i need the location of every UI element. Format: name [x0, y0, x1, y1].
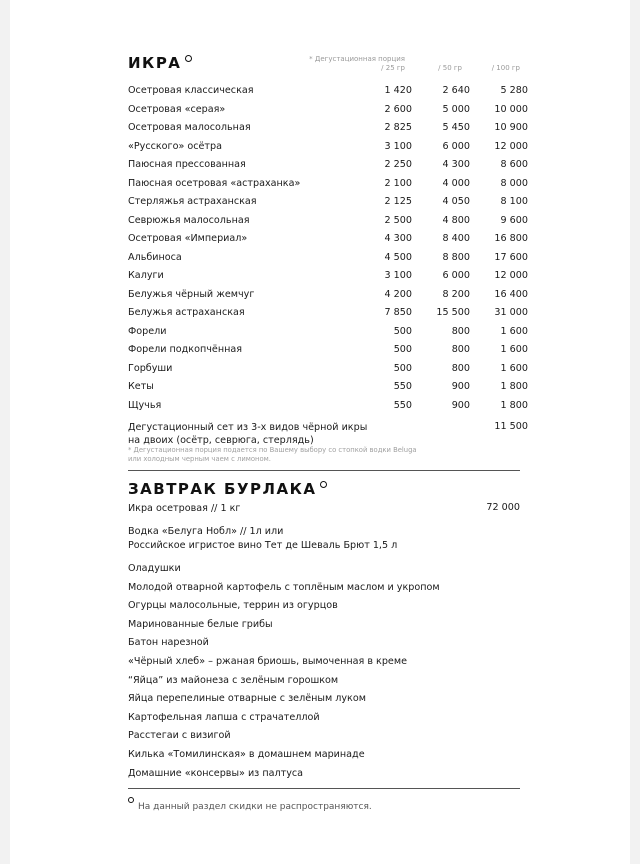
caviar-item-row: [128, 325, 528, 344]
price-50g: 800: [451, 344, 470, 355]
price-100g: 1 600: [500, 362, 528, 374]
price-100g: 9 600: [500, 214, 528, 226]
price-25g: 4 500: [384, 251, 412, 263]
price-50g: 8 400: [442, 233, 470, 244]
caviar-item-name: Форели: [128, 325, 167, 337]
caviar-item-row: [128, 270, 528, 288]
price-25g: 500: [393, 325, 412, 337]
price-100g: 17 600: [494, 251, 528, 263]
breakfast-price: 72 000: [486, 502, 520, 513]
caviar-item-name: Паюсная осетровая «астраханка»: [128, 177, 301, 189]
price-25g: 2 125: [384, 196, 412, 207]
breakfast-item: Оладушки: [128, 563, 181, 574]
breakfast-item: Батон нарезной: [128, 637, 209, 649]
price-50g: 900: [451, 381, 470, 392]
caviar-item-name: Осетровая классическая: [128, 85, 254, 96]
caviar-item-row: [128, 307, 528, 325]
price-50g: 900: [451, 399, 470, 411]
footer-divider: [128, 788, 520, 789]
price-100g: 1 800: [500, 381, 528, 392]
breakfast-item: Огурцы малосольные, террин из огурцов: [128, 600, 338, 612]
caviar-item-name: Стерляжья астраханская: [128, 196, 257, 207]
breakfast-item: Расстегаи с визигой: [128, 730, 231, 742]
caviar-title-text: ИКРА: [128, 54, 182, 72]
price-50g: 8 200: [442, 288, 470, 300]
price-50g: 4 800: [442, 214, 470, 226]
tasting-note-line2: или холодным черным чаем с лимоном.: [128, 455, 271, 463]
caviar-item-row: [128, 344, 528, 362]
breakfast-section-title: [128, 480, 327, 498]
price-50g: 5 450: [442, 122, 470, 133]
price-100g: 8 100: [500, 196, 528, 207]
price-25g: 3 100: [384, 270, 412, 281]
price-100g: 1 600: [500, 344, 528, 355]
price-100g: 16 400: [494, 288, 528, 300]
price-50g: 15 500: [436, 307, 470, 318]
col-header-50g: / 50 гр: [438, 64, 462, 72]
price-25g: 2 250: [384, 159, 412, 170]
price-25g: 1 420: [384, 85, 412, 96]
price-100g: 1 800: [500, 399, 528, 411]
caviar-item-name: Осетровая малосольная: [128, 122, 251, 133]
caviar-item-row: [128, 122, 528, 140]
caviar-item-name: Паюсная прессованная: [128, 159, 246, 170]
price-50g: 4 000: [442, 177, 470, 189]
breakfast-item: “Яйца” из майонеза с зелёным горошком: [128, 674, 339, 686]
caviar-item-name: Белужья чёрный жемчуг: [128, 288, 255, 300]
breakfast-title-text: ЗАВТРАК БУРЛАКА: [128, 480, 317, 498]
price-25g: 2 825: [384, 122, 412, 133]
caviar-item-name: Горбуши: [128, 362, 173, 374]
caviar-item-name: Осетровая «Империал»: [128, 233, 248, 244]
tasting-set-line2: на двоих (осётр, севрюга, стерлядь): [128, 435, 314, 446]
caviar-item-name: Щучья: [128, 399, 162, 411]
caviar-item-row: [128, 399, 528, 418]
breakfast-caviar-line: Икра осетровая // 1 кг: [128, 503, 241, 514]
price-25g: 7 850: [384, 307, 412, 318]
no-discount-mark-icon: [185, 55, 192, 62]
price-50g: 4 300: [442, 159, 470, 170]
caviar-item-row: [128, 140, 528, 159]
price-50g: 4 050: [442, 196, 470, 207]
price-25g: 2 100: [384, 177, 412, 189]
price-100g: 5 280: [500, 85, 528, 96]
footer-note: На данный раздел скидки не распространяются.: [138, 802, 372, 812]
caviar-item-name: Кеты: [128, 381, 154, 392]
price-100g: 12 000: [494, 140, 528, 152]
price-100g: 12 000: [494, 270, 528, 281]
tasting-header-label: * Дегустационная порция: [309, 55, 405, 63]
tasting-set-line1: Дегустационный сет из 3-х видов чёрной икры: [128, 422, 368, 433]
caviar-item-name: Форели подкопчённая: [128, 344, 243, 355]
price-50g: 6 000: [442, 140, 470, 152]
col-header-25g: / 25 гр: [381, 64, 405, 72]
caviar-item-row: [128, 196, 528, 214]
caviar-item-row: [128, 362, 528, 381]
breakfast-item: «Чёрный хлеб» – ржаная бриошь, вымоченная в креме: [128, 656, 407, 667]
caviar-item-name: Белужья астраханская: [128, 307, 245, 318]
no-discount-mark-icon: [128, 797, 134, 803]
price-100g: 1 600: [500, 325, 528, 337]
price-25g: 550: [393, 381, 412, 392]
section-divider: [128, 470, 520, 471]
price-25g: 4 200: [384, 288, 412, 300]
price-25g: 2 600: [384, 103, 412, 115]
breakfast-item: Килька «Томилинская» в домашнем маринаде: [128, 749, 365, 760]
price-25g: 4 300: [384, 233, 412, 244]
no-discount-mark-icon: [320, 481, 327, 488]
tasting-note: [128, 446, 417, 464]
col-header-100g: / 100 гр: [491, 64, 520, 72]
tasting-note-line1: * Дегустационная порция подается по Вашему выбору со стопкой водки Beluga: [128, 446, 417, 454]
menu-page: [10, 0, 630, 864]
price-100g: 16 800: [494, 233, 528, 244]
tasting-set-price: 11 500: [494, 421, 528, 432]
price-25g: 3 100: [384, 140, 412, 152]
price-100g: 8 000: [500, 177, 528, 189]
caviar-item-row: [128, 159, 528, 177]
breakfast-item: Домашние «консервы» из палтуса: [128, 767, 304, 779]
caviar-item-name: Севрюжья малосольная: [128, 214, 250, 226]
caviar-item-name: Осетровая «серая»: [128, 103, 226, 115]
caviar-item-row: [128, 233, 528, 251]
price-50g: 2 640: [442, 85, 470, 96]
caviar-item-row: [128, 214, 528, 233]
breakfast-vodka-line: Водка «Белуга Нобл» // 1л или: [128, 526, 284, 537]
price-100g: 31 000: [494, 307, 528, 318]
breakfast-wine-line: Российское игристое вино Тет де Шеваль Брют 1,5 л: [128, 540, 398, 551]
caviar-item-row: [128, 103, 528, 122]
breakfast-item: Маринованные белые грибы: [128, 618, 273, 630]
price-50g: 8 800: [442, 251, 470, 263]
price-25g: 2 500: [384, 214, 412, 226]
breakfast-item: Молодой отварной картофель с топлёным маслом и укропом: [128, 581, 440, 593]
caviar-item-row: [128, 251, 528, 270]
price-100g: 10 900: [494, 122, 528, 133]
caviar-item-name: Калуги: [128, 270, 164, 281]
caviar-item-row: [128, 177, 528, 196]
caviar-item-name: Альбиноса: [128, 251, 182, 263]
price-100g: 10 000: [494, 103, 528, 115]
price-100g: 8 600: [500, 159, 528, 170]
breakfast-item: Картофельная лапша с страчателлой: [128, 711, 320, 723]
price-25g: 500: [393, 344, 412, 355]
price-25g: 500: [393, 362, 412, 374]
caviar-item-row: [128, 288, 528, 307]
caviar-item-name: «Русского» осётра: [128, 140, 222, 152]
caviar-item-row: [128, 381, 528, 399]
price-50g: 6 000: [442, 270, 470, 281]
caviar-section-title: [128, 54, 192, 72]
price-50g: 5 000: [442, 103, 470, 115]
caviar-item-row: [128, 85, 528, 103]
tasting-portion-header: [290, 55, 405, 73]
price-50g: 800: [451, 362, 470, 374]
breakfast-item: Яйца перепелиные отварные с зелёным луком: [128, 693, 366, 705]
price-25g: 550: [393, 399, 412, 411]
price-50g: 800: [451, 325, 470, 337]
